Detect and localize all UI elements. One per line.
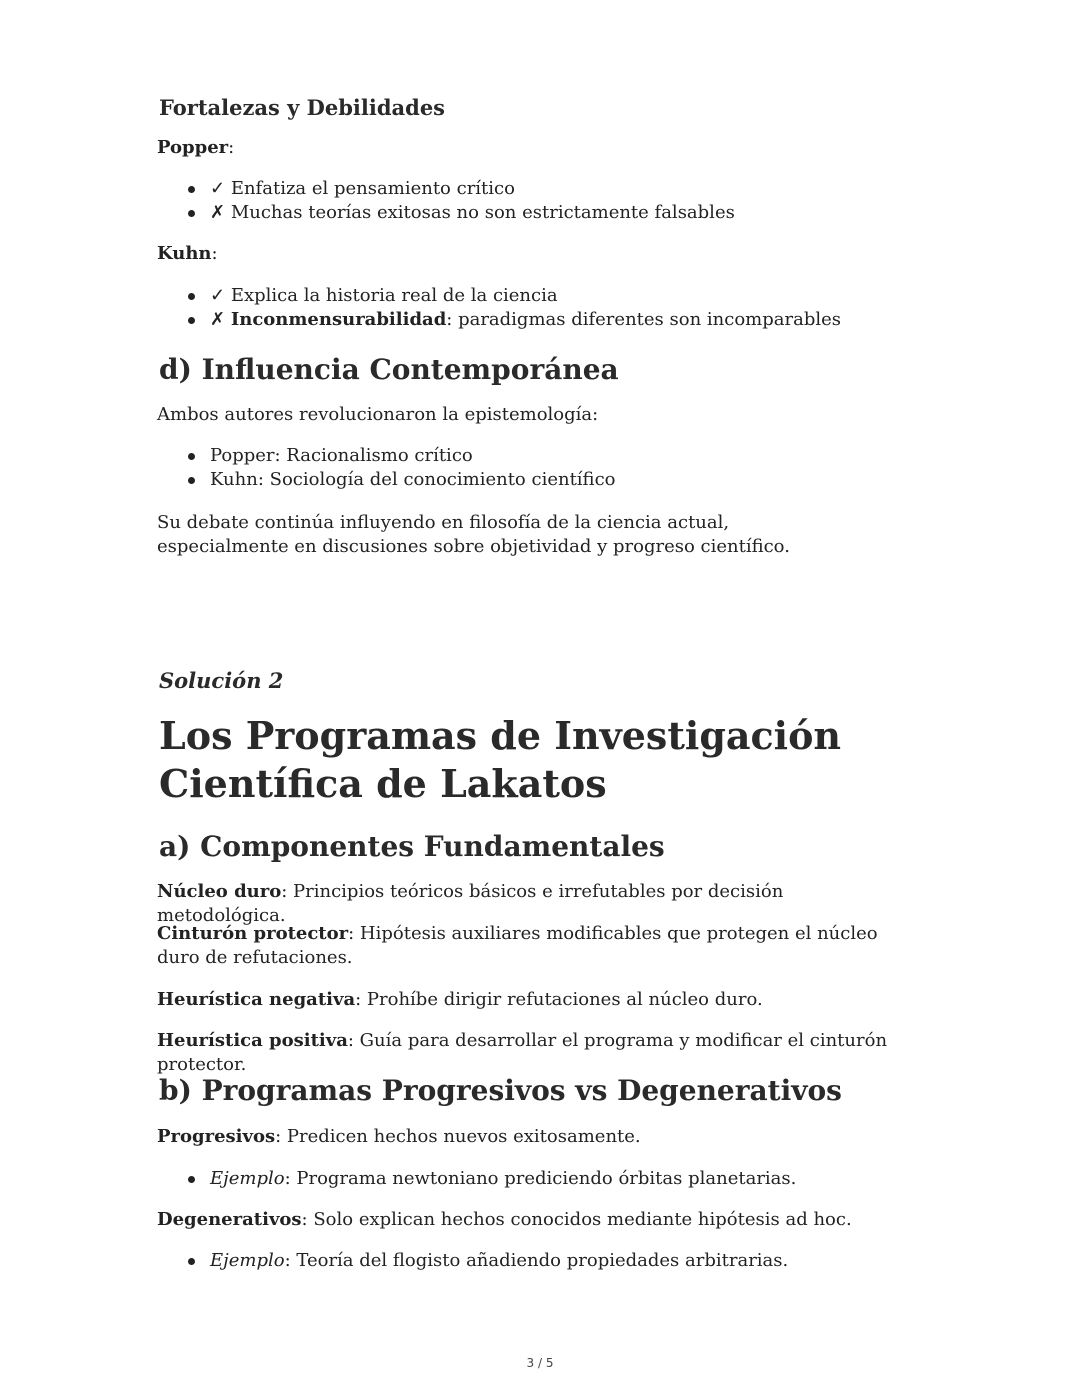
list-item: Ejemplo: Programa newtoniano prediciendo órbitas planetarias. — [210, 1167, 796, 1191]
degenerative-definition: Degenerativos: Solo explican hechos conocidos mediante hipótesis ad hoc. — [157, 1209, 852, 1230]
list-item: ✓ Explica la historia real de la ciencia — [210, 284, 558, 308]
components-heading: a) Componentes Fundamentales — [159, 830, 665, 863]
programs-heading: b) Programas Progresivos vs Degenerativos — [159, 1074, 842, 1107]
component-negative-heuristic: Heurística negativa: Prohíbe dirigir refutaciones al núcleo duro. — [157, 989, 763, 1010]
kuhn-label: Kuhn: — [157, 243, 218, 264]
component-protective-belt: Cinturón protector: Hipótesis auxiliares modificables que protegen el núcleo duro de refutaciones. — [157, 923, 878, 968]
page-title: Los Programas de Investigación Científica de Lakatos — [159, 713, 842, 806]
strengths-heading: Fortalezas y Debilidades — [159, 95, 446, 120]
list-item: ✓ Enfatiza el pensamiento crítico — [210, 177, 515, 201]
influence-heading: d) Influencia Contemporánea — [159, 353, 619, 386]
page-number: 3 / 5 — [526, 1356, 554, 1370]
list-item: Kuhn: Sociología del conocimiento científico — [210, 468, 615, 492]
list-item: Popper: Racionalismo crítico — [210, 444, 473, 468]
component-hard-core: Núcleo duro: Principios teóricos básicos e irrefutables por decisión metodológica. — [157, 881, 784, 926]
popper-label: Popper: — [157, 137, 235, 158]
list-item: Ejemplo: Teoría del flogisto añadiendo propiedades arbitrarias. — [210, 1249, 788, 1273]
component-positive-heuristic: Heurística positiva: Guía para desarrollar el programa y modificar el cinturón protector. — [157, 1030, 888, 1075]
influence-intro: Ambos autores revolucionaron la epistemología: — [157, 404, 599, 425]
solution-label: Solución 2 — [159, 668, 284, 693]
influence-conclusion: Su debate continúa influyendo en filosofía de la ciencia actual, especialmente en discusiones sobre objetividad y progreso científico. — [157, 512, 790, 557]
list-item: ✗ Muchas teorías exitosas no son estrictamente falsables — [210, 201, 735, 225]
list-item: ✗ Inconmensurabilidad: paradigmas diferentes son incomparables — [210, 308, 841, 332]
progressive-definition: Progresivos: Predicen hechos nuevos exitosamente. — [157, 1126, 641, 1147]
